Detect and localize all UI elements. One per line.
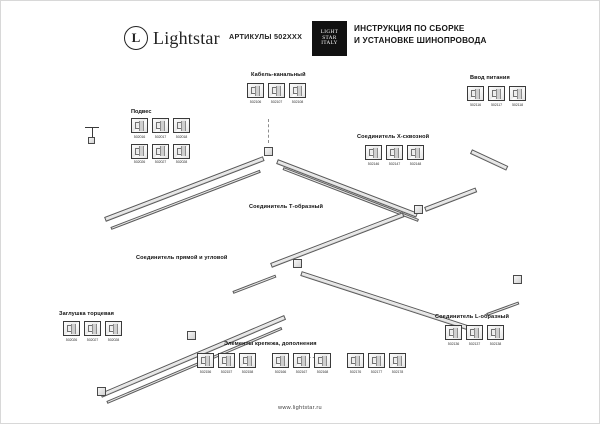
track-upper-left-shadow	[110, 170, 261, 231]
end-cap-node-right	[513, 275, 522, 284]
part-swatch-icon	[197, 353, 214, 368]
part-swatch-icon	[347, 353, 364, 368]
part-cell[interactable]	[365, 145, 382, 166]
part-swatch-icon	[368, 353, 385, 368]
part-code: 502107	[270, 99, 283, 104]
part-group-podves	[131, 109, 190, 164]
part-cell[interactable]	[131, 118, 148, 139]
part-code: 502108	[291, 99, 304, 104]
part-cell[interactable]	[84, 321, 101, 342]
part-swatch-icon	[293, 353, 310, 368]
part-swatch-icon	[152, 144, 169, 159]
part-swatch-icon	[272, 353, 289, 368]
end-cap-node-left	[97, 387, 106, 396]
part-code: 502106	[249, 99, 262, 104]
part-group-x	[365, 145, 424, 166]
part-swatch-icon	[173, 144, 190, 159]
part-swatch-icon	[365, 145, 382, 160]
part-cell[interactable]	[509, 86, 526, 107]
part-swatch-icon	[386, 145, 403, 160]
section-label-vvod: Ввод питания	[470, 75, 510, 81]
part-code: 502028	[175, 160, 188, 164]
part-code: 502138	[489, 341, 502, 346]
part-code: 502017	[154, 134, 167, 139]
part-cell[interactable]	[466, 325, 483, 346]
part-cell[interactable]	[218, 353, 235, 374]
part-swatch-icon	[239, 353, 256, 368]
track-upper-left	[104, 156, 265, 222]
part-cell[interactable]	[386, 145, 403, 166]
part-code: 502157	[220, 369, 233, 374]
part-cell[interactable]	[289, 83, 306, 104]
t-connector-node	[264, 147, 273, 156]
suspension-node	[88, 137, 95, 144]
part-cell[interactable]	[389, 353, 406, 374]
part-code: 502147	[388, 161, 401, 166]
part-cell[interactable]	[105, 321, 122, 342]
logo-line-2: STAR	[322, 34, 337, 41]
part-code: 502117	[490, 102, 503, 107]
corner-connector-node	[293, 259, 302, 268]
part-code: 502136	[447, 341, 460, 346]
callout-line-kabel	[268, 119, 269, 143]
part-cell[interactable]	[152, 144, 169, 165]
part-swatch-icon	[445, 325, 462, 340]
part-swatch-icon	[63, 321, 80, 336]
part-row	[445, 325, 504, 346]
part-group-krepezh	[197, 353, 406, 374]
page-title-line-2: И УСТАНОВКЕ ШИНОПРОВОДА	[354, 36, 487, 46]
part-swatch-icon	[131, 144, 148, 159]
part-row	[247, 83, 306, 104]
section-label-zaglushka: Заглушка торцевая	[59, 311, 115, 317]
brand-name: Lightstar	[153, 27, 220, 48]
track-right-end-upper	[470, 149, 508, 170]
part-code: 502168	[316, 369, 329, 374]
part-code: 502027	[86, 337, 99, 342]
part-row	[365, 145, 424, 166]
section-label-kabel: Кабель-канальный	[251, 72, 306, 78]
track-right-branch	[424, 187, 477, 211]
part-code: 502158	[241, 369, 254, 374]
part-swatch-icon	[289, 83, 306, 98]
section-label-t: Соединитель Т-образный	[249, 204, 324, 210]
mid-connector-node	[187, 331, 196, 340]
part-swatch-icon	[509, 86, 526, 101]
part-group-title: Подвес	[131, 109, 152, 115]
part-swatch-icon	[389, 353, 406, 368]
track-stub-center	[232, 275, 276, 295]
lightstar-italy-logo	[312, 21, 347, 56]
part-cell[interactable]	[63, 321, 80, 342]
part-swatch-icon	[131, 118, 148, 133]
part-cell[interactable]	[239, 353, 256, 374]
part-code: 502176	[349, 369, 362, 374]
part-cell[interactable]	[197, 353, 214, 374]
logo-line-3: ITALY	[321, 40, 338, 47]
part-swatch-icon	[314, 353, 331, 368]
part-code: 502026	[65, 337, 78, 342]
part-code: 502167	[295, 369, 308, 374]
part-code: 502177	[370, 369, 383, 374]
section-label-pryamoy: Соединитель прямой и угловой	[136, 255, 228, 261]
part-code: 502018	[175, 134, 188, 139]
part-cell[interactable]	[272, 353, 289, 374]
logo-line-1: LIGHT	[320, 29, 339, 36]
part-cell[interactable]	[488, 86, 505, 107]
part-cell[interactable]	[487, 325, 504, 346]
page-title-line-1: ИНСТРУКЦИЯ ПО СБОРКЕ	[354, 24, 465, 33]
part-cell[interactable]	[173, 144, 190, 165]
part-swatch-icon	[488, 86, 505, 101]
part-code: 502027	[154, 160, 167, 164]
part-swatch-icon	[105, 321, 122, 336]
part-cell[interactable]	[407, 145, 424, 166]
part-swatch-icon	[173, 118, 190, 133]
ceiling-stem-icon	[92, 127, 93, 137]
part-group-zaglushka	[63, 321, 122, 342]
part-swatch-icon	[407, 145, 424, 160]
part-code: 502016	[133, 134, 146, 139]
part-code: 502178	[391, 369, 404, 374]
part-cell[interactable]	[173, 118, 190, 139]
part-swatch-icon	[152, 118, 169, 133]
part-row	[131, 144, 190, 165]
section-label-l: Соединитель L-образный	[435, 314, 510, 320]
part-row	[131, 118, 190, 139]
brand-mark-icon: L	[124, 26, 148, 50]
part-swatch-icon	[487, 325, 504, 340]
part-swatch-icon	[84, 321, 101, 336]
part-cell[interactable]	[131, 144, 148, 165]
part-cell[interactable]	[347, 353, 364, 374]
brand-logo	[124, 23, 234, 53]
part-code: 502146	[367, 161, 380, 166]
part-cell[interactable]	[445, 325, 462, 346]
part-cell[interactable]	[293, 353, 310, 374]
part-cell[interactable]	[247, 83, 264, 104]
part-group-kabel	[247, 83, 306, 104]
part-swatch-icon	[467, 86, 484, 101]
part-swatch-icon	[218, 353, 235, 368]
part-swatch-icon	[268, 83, 285, 98]
track-center-left	[270, 212, 404, 268]
part-row	[467, 86, 526, 107]
x-connector-node	[414, 205, 423, 214]
part-code: 502118	[511, 102, 524, 107]
part-code: 502166	[274, 369, 287, 374]
part-code: 502137	[468, 341, 481, 346]
part-row	[197, 353, 406, 374]
part-cell[interactable]	[467, 86, 484, 107]
footer-url[interactable]: www.lightstar.ru	[278, 405, 322, 411]
part-code: 502116	[469, 102, 482, 107]
section-label-x: Соединитель X-сквозной	[357, 134, 430, 140]
part-swatch-icon	[466, 325, 483, 340]
section-label-krepezh: Элементы крепежа, дополнения	[224, 341, 317, 347]
part-row	[63, 321, 122, 342]
part-swatch-icon	[247, 83, 264, 98]
part-group-vvod	[467, 86, 526, 107]
part-code: 502026	[133, 160, 146, 164]
part-group-l	[445, 325, 504, 346]
part-code: 502148	[409, 161, 422, 166]
part-cell[interactable]	[368, 353, 385, 374]
article-code: АРТИКУЛЫ 502XXX	[229, 32, 303, 41]
part-cell[interactable]	[152, 118, 169, 139]
part-code: 502028	[107, 337, 120, 342]
part-code: 502156	[199, 369, 212, 374]
page-title	[354, 23, 544, 48]
part-cell[interactable]	[314, 353, 331, 374]
part-cell[interactable]	[268, 83, 285, 104]
